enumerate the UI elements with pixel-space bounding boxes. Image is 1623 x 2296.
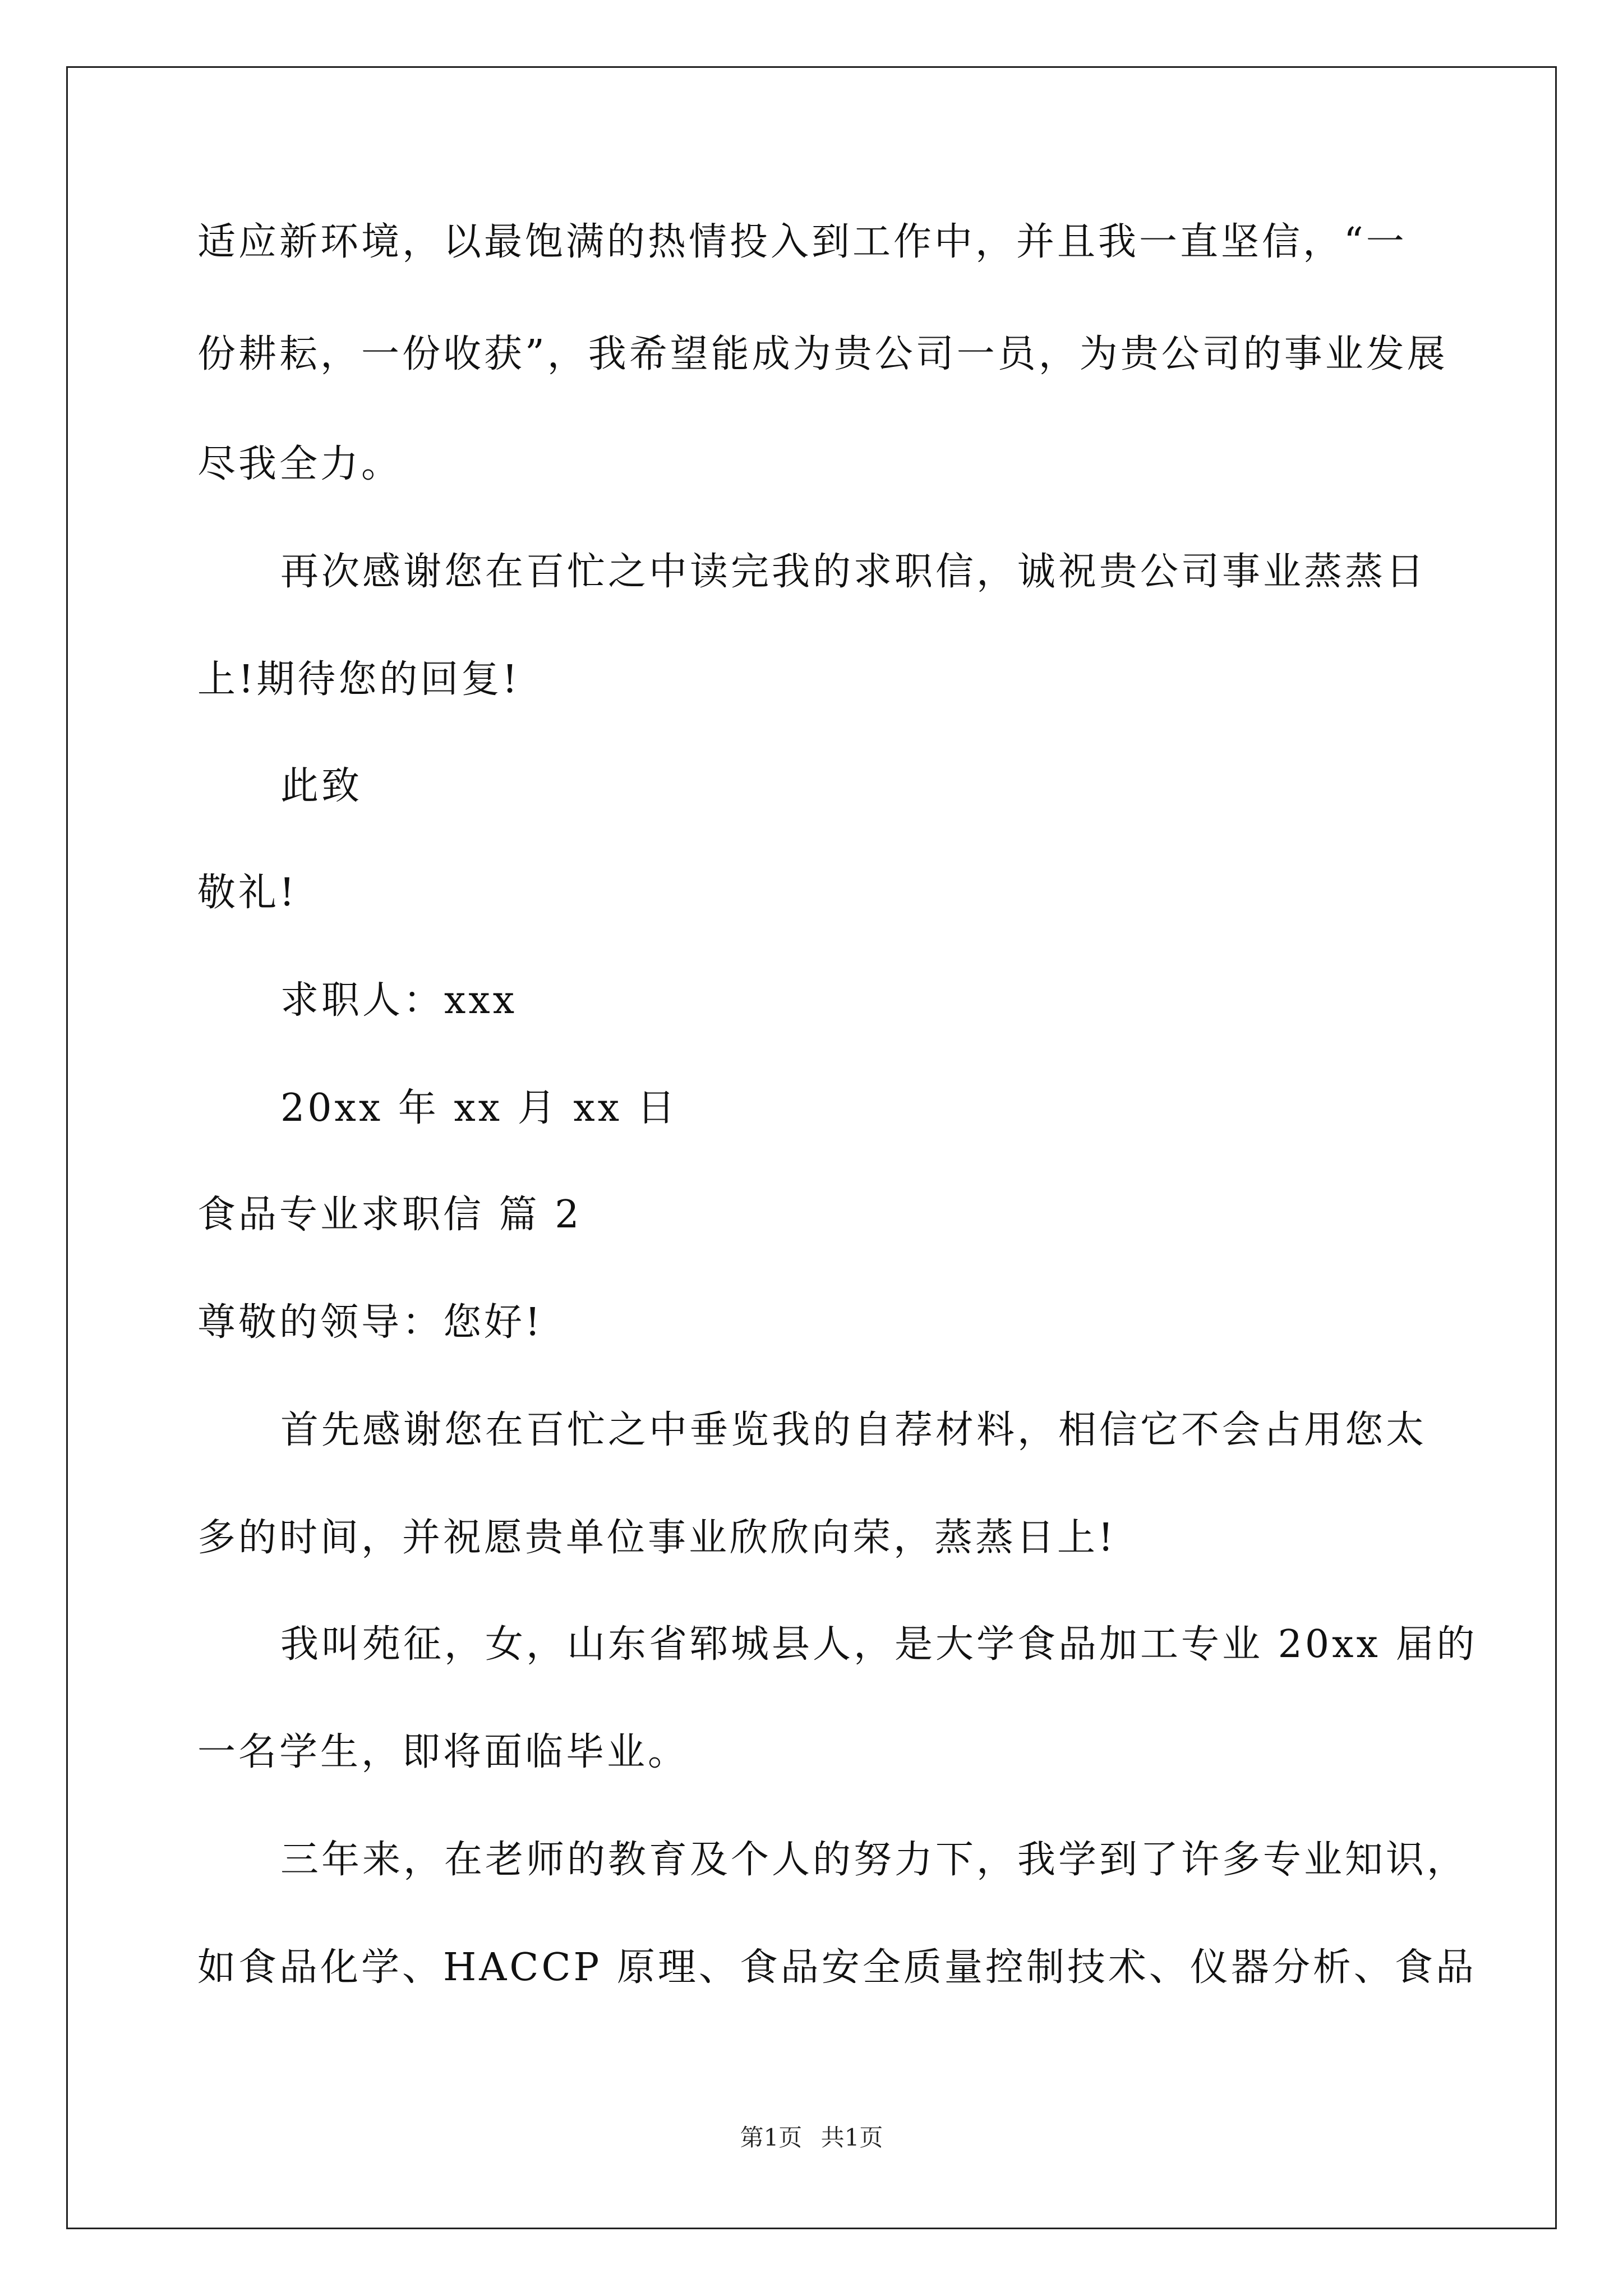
text-line: 首先感谢您在百忙之中垂览我的自荐材料，相信它不会占用您太 bbox=[280, 1408, 1427, 1452]
text-line: 适应新环境，以最饱满的热情投入到工作中，并且我一直坚信，“一 bbox=[197, 220, 1407, 264]
page-footer bbox=[0, 2124, 1623, 2152]
page-number: 第1页 bbox=[740, 2124, 803, 2151]
text-line: 我叫苑征，女，山东省郓城县人，是大学食品加工专业 20xx 届的 bbox=[280, 1622, 1478, 1667]
page-total: 共1页 bbox=[820, 2124, 883, 2151]
letter-date: 20xx 年 xx 月 xx 日 bbox=[280, 1086, 678, 1130]
page-border bbox=[66, 66, 1557, 2229]
text-line: 多的时间，并祝愿贵单位事业欣欣向荣，蒸蒸日上! bbox=[197, 1516, 1117, 1560]
section-heading: 食品专业求职信 篇 2 bbox=[197, 1193, 582, 1237]
text-line: 如食品化学、HACCP 原理、食品安全质量控制技术、仪器分析、食品 bbox=[197, 1945, 1477, 1990]
text-line: 上!期待您的回复! bbox=[197, 657, 520, 702]
text-line: 一名学生，即将面临毕业。 bbox=[197, 1730, 689, 1774]
text-line: 尽我全力。 bbox=[197, 442, 403, 486]
greeting: 尊敬的领导：您好! bbox=[197, 1300, 543, 1345]
closing-respect: 敬礼! bbox=[197, 871, 298, 915]
text-line: 三年来，在老师的教育及个人的努力下，我学到了许多专业知识， bbox=[280, 1838, 1468, 1882]
text-line: 再次感谢您在百忙之中读完我的求职信，诚祝贵公司事业蒸蒸日 bbox=[280, 550, 1427, 594]
applicant-signature: 求职人：xxx bbox=[280, 978, 518, 1023]
text-line: 份耕耘，一份收获”，我希望能成为贵公司一员，为贵公司的事业发展 bbox=[197, 332, 1448, 376]
closing-salutation: 此致 bbox=[280, 764, 363, 808]
